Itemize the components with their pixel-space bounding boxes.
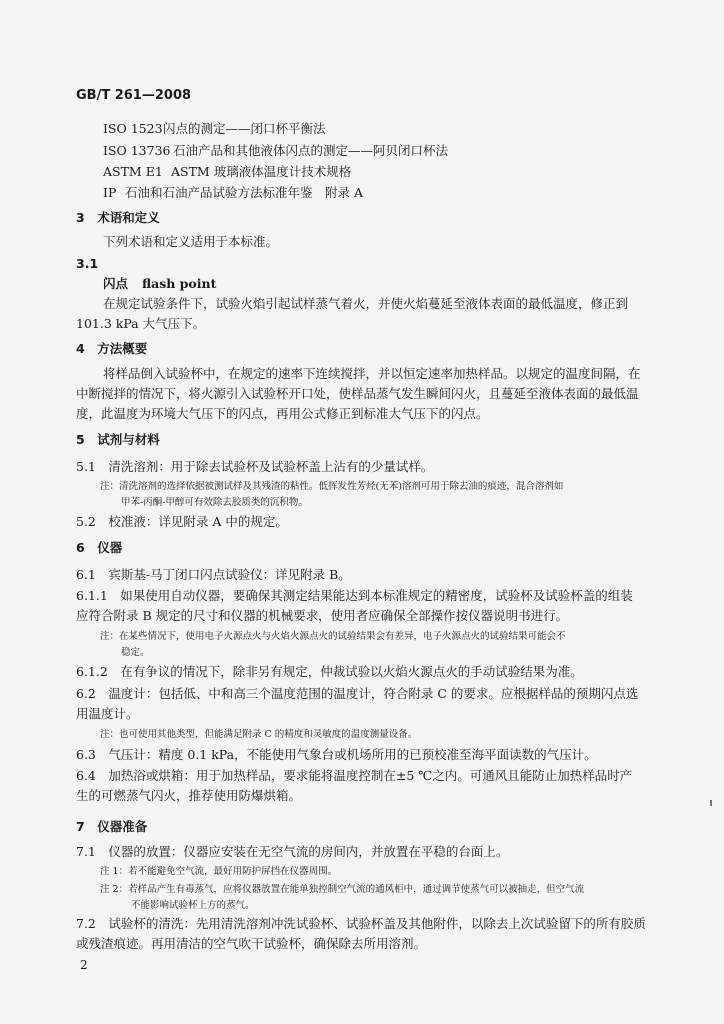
clause: 或残渣痕迹。再用清洁的空气吹干试验杯，确保除去所用溶剂。 [76,936,427,951]
clause: 6.1 宾斯基-马丁闭口闪点试验仪：详见附录 B。 [76,567,351,582]
paragraph: 度，此温度为环境大气压下的闪点，再用公式修正到标准大气压下的闪点。 [76,406,489,421]
note: 注：在某些情况下，使用电子火源点火与火焰火源点火的试验结果会有差异，电子火源点火的试验结果可能会不 [100,631,566,642]
note: 注 1：若不能避免空气流，最好用防护屏挡在仪器周围。 [100,866,338,877]
reference-title: 石油和石油产品试验方法标准年鉴 附录 A [125,185,364,200]
reference-code: ISO 1523 [103,121,163,136]
note: 注：清洗溶剂的选择依据被测试样及其残渣的粘性。低挥发性芳烃(无苯)溶剂可用于除去油的痕迹，混合溶剂如 [100,481,564,492]
page-number: 2 [80,958,88,972]
clause: 6.4 加热浴或烘箱：用于加热样品，要求能将温度控制在±5 ℃之内。可通风且能防止加热样品时产 [76,768,633,783]
clause: 6.2 温度计：包括低、中和高三个温度范围的温度计，符合附录 C 的要求。应根据样品的预期闪点选 [76,686,639,701]
reference-code: ISO 13736 [103,143,171,158]
clause: 5.1 清洗溶剂：用于除去试验杯及试验杯盖上沾有的少量试样。 [76,459,434,474]
clause: 应符合附录 B 规定的尺寸和仪器的机械要求，使用者应确保全部操作按仪器说明书进行。 [76,608,569,623]
note: 稳定。 [121,647,150,658]
section-heading-summary: 4 方法概要 [76,341,148,356]
term-definition: 101.3 kPa 大气压下。 [76,316,206,331]
standard-code-header: GB/T 261—2008 [76,88,192,103]
reference-item [103,162,351,182]
reference-code: IP [103,185,117,200]
reference-title: ASTM 玻璃液体温度计技术规格 [171,164,352,179]
clause: 6.1.2 在有争议的情况下，除非另有规定，仲裁试验以火焰火源点火的手动试验结果为准。 [76,664,583,679]
reference-title: 闪点的测定——闭口杯平衡法 [163,121,326,136]
scan-mark [710,800,712,806]
section-heading-apparatus: 6 仪器 [76,540,123,555]
note: 甲苯-丙酮-甲醇可有效除去胶质类的沉积物。 [121,497,308,508]
term-entry [103,274,216,294]
term-english: flash point [142,276,217,291]
paragraph: 中断搅拌的情况下，将火源引入试验杯开口处，使样品蒸气发生瞬间闪火，且蔓延至液体表面的最低温 [76,386,639,401]
clause: 生的可燃蒸气闪火，推荐使用防爆烘箱。 [76,788,302,803]
section-heading-preparation: 7 仪器准备 [76,819,148,834]
reference-item [103,141,448,161]
clause: 7.2 试验杯的清洗：先用清洗溶剂冲洗试验杯、试验杯盖及其他附件，以除去上次试验留下的所有胶质 [76,916,646,931]
clause: 6.3 气压计：精度 0.1 kPa，不能使用气象台或机场所用的已预校准至海平面读数的气压计。 [76,747,597,762]
clause: 6.1.1 如果使用自动仪器，要确保其测定结果能达到本标准规定的精密度，试验杯及试验杯盖的组装 [76,588,633,603]
paragraph: 下列术语和定义适用于本标准。 [103,234,279,249]
reference-item [103,183,363,203]
reference-code: ASTM E1 [103,164,163,179]
clause: 7.1 仪器的放置：仪器应安装在无空气流的房间内，并放置在平稳的台面上。 [76,844,509,859]
term-definition: 在规定试验条件下，试验火焰引起试样蒸气着火，并使火焰蔓延至液体表面的最低温度，修正到 [103,296,629,311]
note: 注 2：若样品产生有毒蒸气，应将仪器放置在能单独控制空气流的通风柜中，通过调节使蒸气可以被抽走，但空气流 [100,884,585,895]
clause-number: 3.1 [76,256,99,271]
section-heading-reagents: 5 试剂与材料 [76,432,160,447]
reference-item [103,119,326,139]
reference-title: 石油产品和其他液体闪点的测定——阿贝闭口杯法 [173,143,449,158]
clause: 用温度计。 [76,706,139,721]
note: 不能影响试验杯上方的蒸气。 [131,900,255,911]
section-heading-terms: 3 术语和定义 [76,210,160,225]
clause: 5.2 校准液：详见附录 A 中的规定。 [76,514,288,529]
term-chinese: 闪点 [103,276,129,291]
note: 注：也可使用其他类型，但能满足附录 C 的精度和灵敏度的温度测量设备。 [100,729,418,740]
paragraph: 将样品倒入试验杯中，在规定的速率下连续搅拌，并以恒定速率加热样品。以规定的温度间隔，在 [103,366,641,381]
